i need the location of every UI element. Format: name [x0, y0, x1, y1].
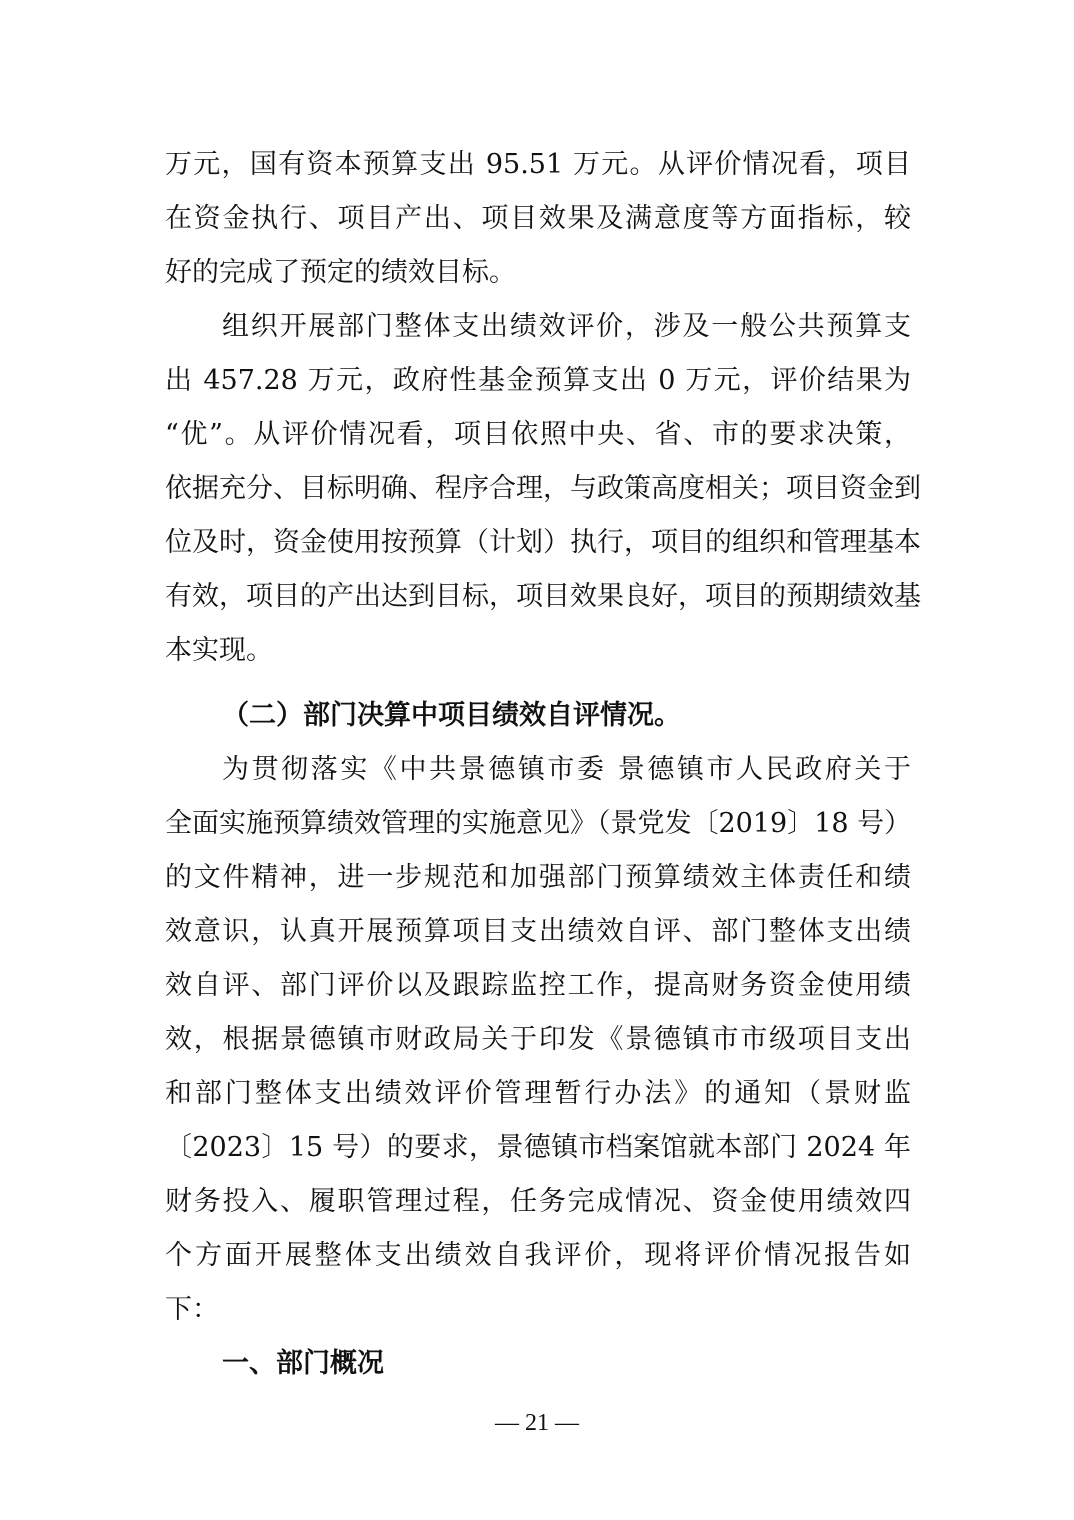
text-line: 效自评、部门评价以及跟踪监控工作，提高财务资金使用绩 [165, 970, 911, 1001]
text-line: 位及时，资金使用按预算（计划）执行，项目的组织和管理基本 [165, 527, 921, 558]
text-line: 效意识，认真开展预算项目支出绩效自评、部门整体支出绩 [165, 916, 911, 947]
text-line: 出 457.28 万元，政府性基金预算支出 0 万元，评价结果为 [165, 365, 911, 396]
text-line: 个方面开展整体支出绩效自我评价，现将评价情况报告如 [165, 1240, 911, 1271]
text-line: 为贯彻落实《中共景德镇市委 景德镇市人民政府关于 [222, 754, 911, 785]
section-heading [165, 689, 911, 743]
text-line: （二）部门决算中项目绩效自评情况。 [222, 700, 681, 731]
text-line: 组织开展部门整体支出绩效评价，涉及一般公共预算支 [222, 311, 911, 342]
text-line: 依据充分、目标明确、程序合理，与政策高度相关；项目资金到 [165, 473, 921, 504]
text-line: 一、部门概况 [222, 1348, 384, 1379]
text-line: 财务投入、履职管理过程，任务完成情况、资金使用绩效四 [165, 1186, 911, 1217]
paragraph [165, 743, 911, 1337]
paragraph [165, 138, 911, 300]
text-line: 〔2023〕15 号）的要求，景德镇市档案馆就本部门 2024 年 [165, 1132, 911, 1163]
document-body [165, 138, 921, 1391]
page-number: — 21 — [495, 1410, 579, 1436]
text-line: “优”。从评价情况看，项目依照中央、省、市的要求决策， [165, 419, 911, 450]
text-line: 下： [165, 1294, 219, 1325]
section-heading [165, 1337, 911, 1391]
text-line: 有效，项目的产出达到目标，项目效果良好，项目的预期绩效基 [165, 581, 921, 612]
text-line: 在资金执行、项目产出、项目效果及满意度等方面指标，较 [165, 203, 911, 234]
text-line: 和部门整体支出绩效评价管理暂行办法》的通知（景财监 [165, 1078, 911, 1109]
text-line: 本实现。 [165, 635, 273, 666]
text-line: 好的完成了预定的绩效目标。 [165, 257, 516, 288]
text-line: 效，根据景德镇市财政局关于印发《景德镇市市级项目支出 [165, 1024, 911, 1055]
text-line: 全面实施预算绩效管理的实施意见》（景党发〔2019〕18 号） [165, 808, 912, 839]
text-line: 万元，国有资本预算支出 95.51 万元。从评价情况看，项目 [165, 149, 911, 180]
paragraph [165, 300, 921, 678]
text-line: 的文件精神，进一步规范和加强部门预算绩效主体责任和绩 [165, 862, 911, 893]
